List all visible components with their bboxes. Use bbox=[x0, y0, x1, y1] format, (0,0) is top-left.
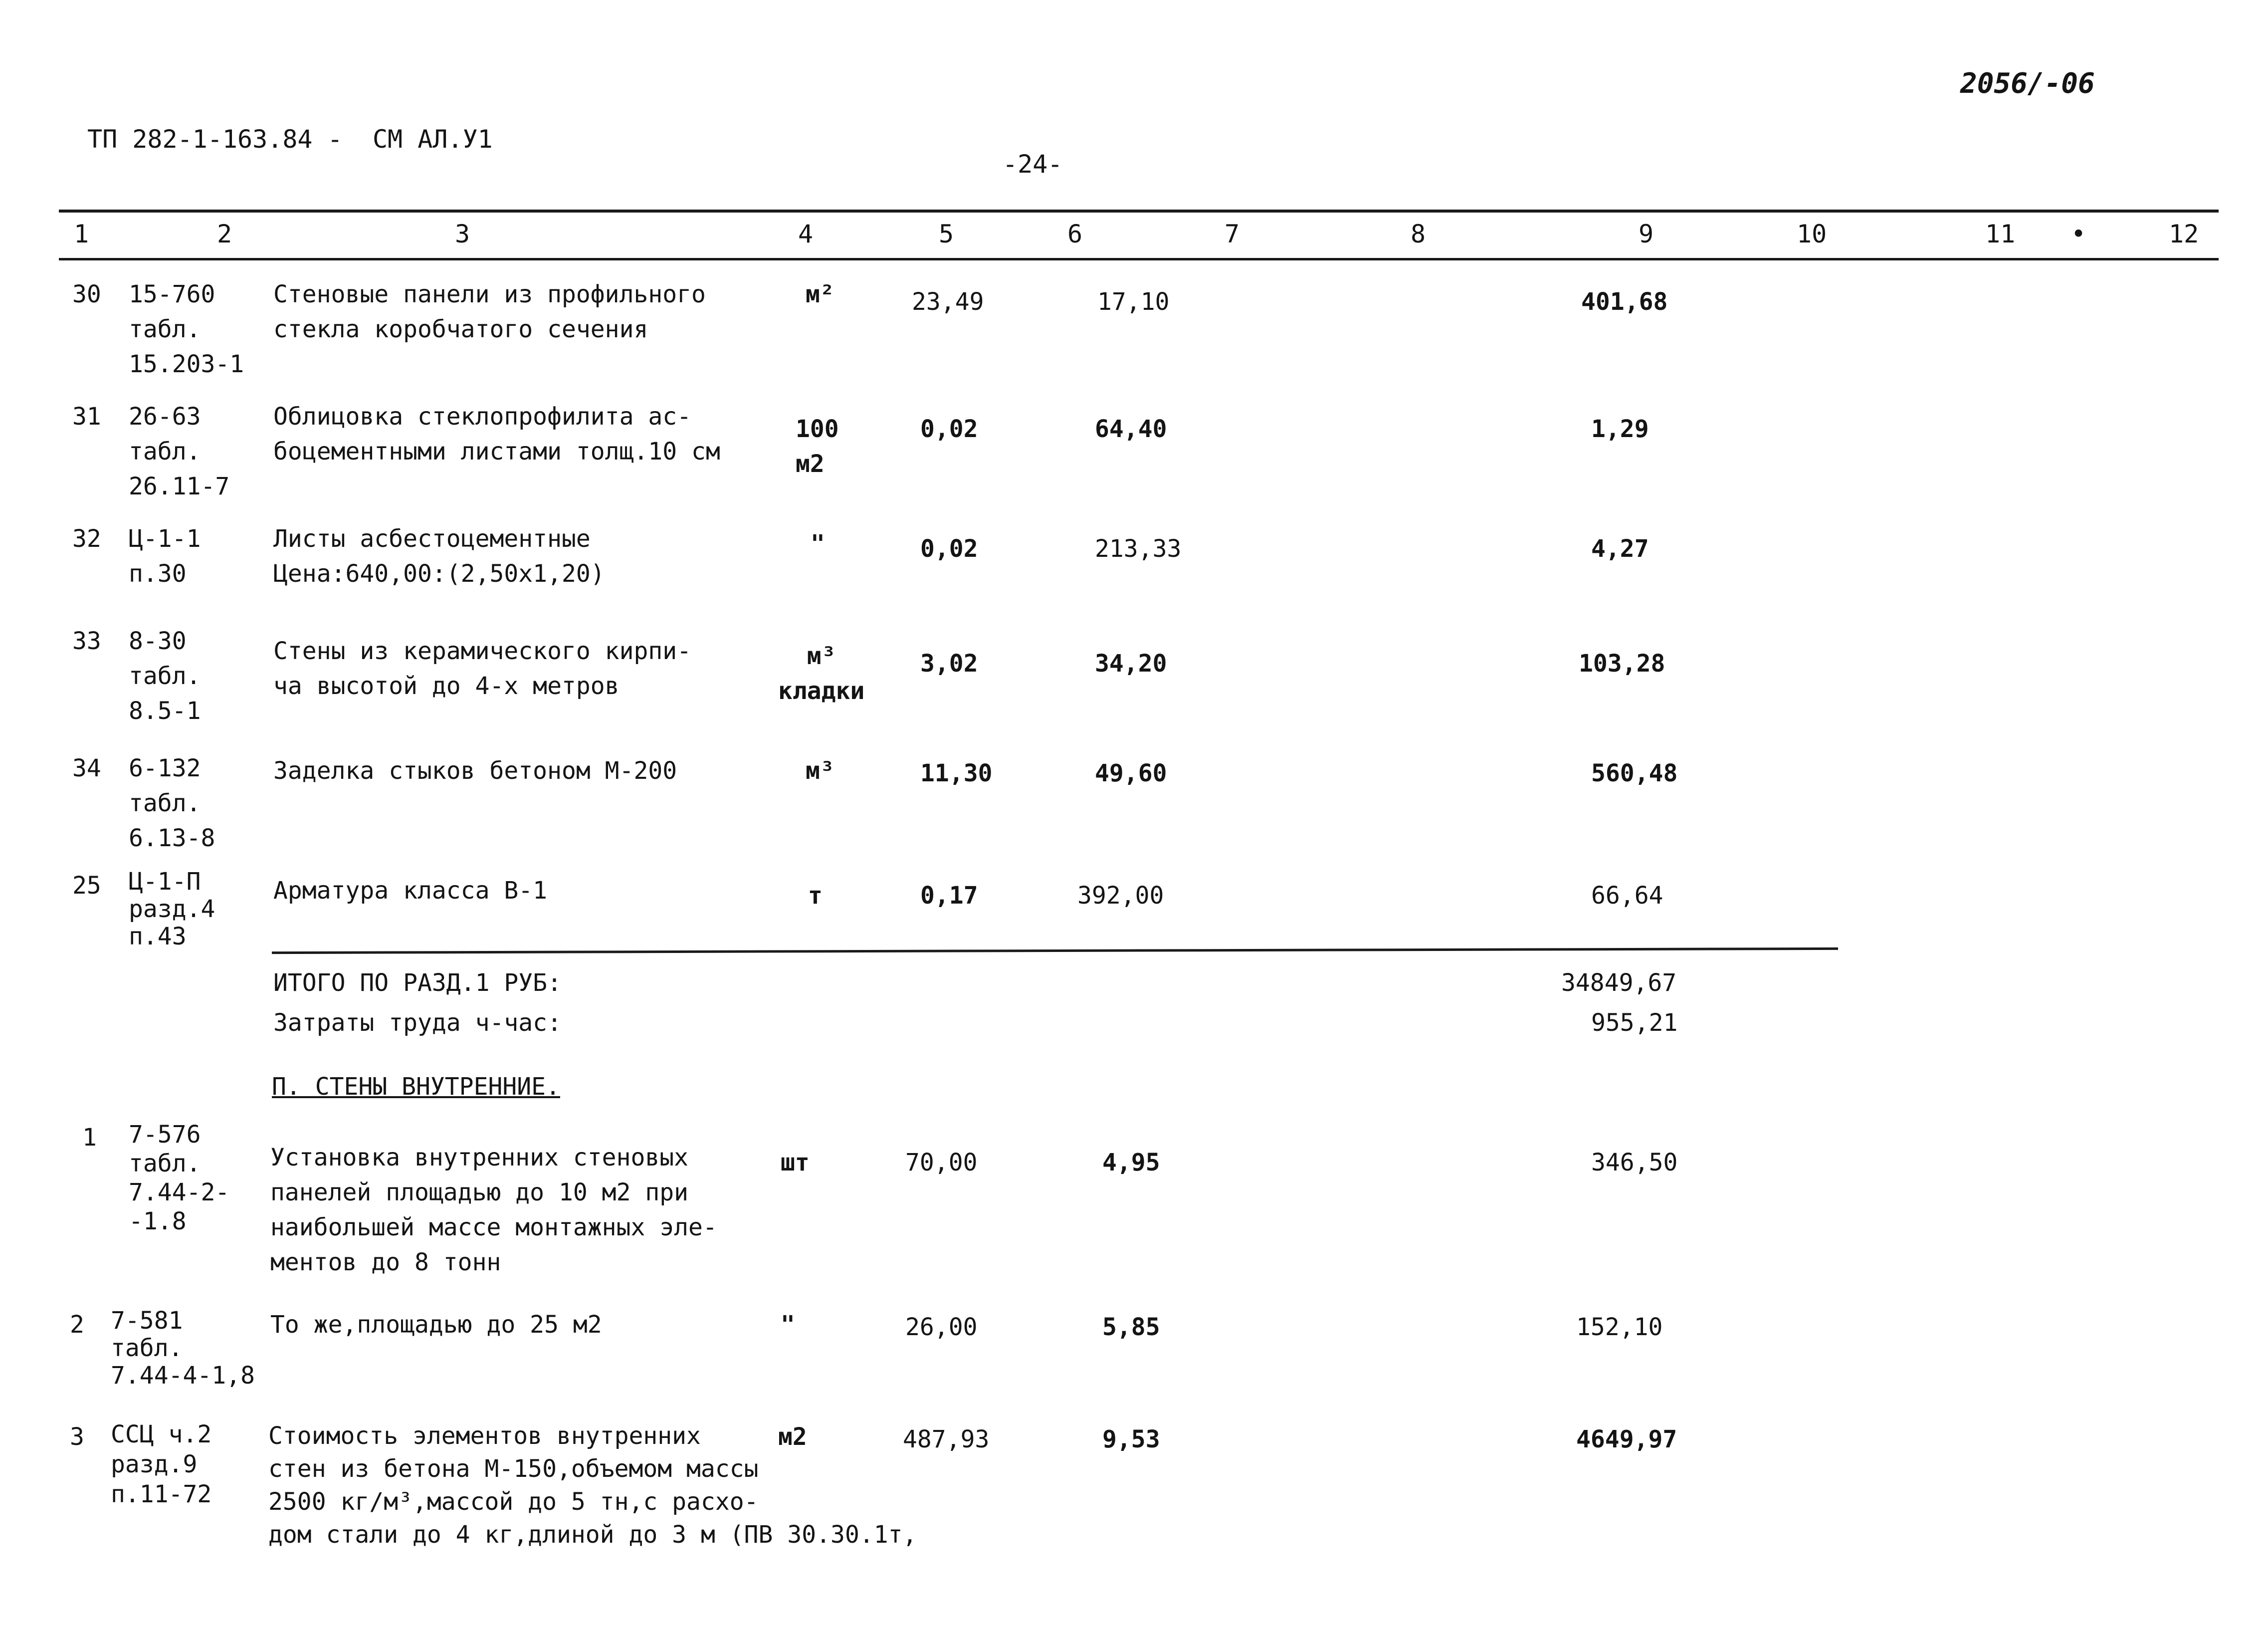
totals-rule bbox=[272, 947, 1838, 954]
norm-code: 8-30 табл. 8.5-1 bbox=[129, 627, 201, 725]
norm-code: 6-132 табл. 6.13-8 bbox=[129, 754, 215, 852]
total-cost: 1,29 bbox=[1591, 415, 1649, 443]
col-num-7: 7 bbox=[1225, 220, 1240, 248]
col-num-9: 9 bbox=[1639, 220, 1654, 248]
quantity: 0,02 bbox=[920, 415, 978, 443]
unit: 100 м2 bbox=[796, 415, 839, 478]
quantity: 487,93 bbox=[903, 1425, 990, 1453]
unit: шт bbox=[781, 1149, 810, 1176]
quantity: 3,02 bbox=[920, 650, 978, 678]
quantity: 23,49 bbox=[912, 288, 984, 316]
row-number: 31 bbox=[72, 403, 101, 431]
col-num-10: 10 bbox=[1797, 220, 1827, 248]
col-num-8: 8 bbox=[1411, 220, 1426, 248]
quantity: 26,00 bbox=[905, 1313, 978, 1341]
col-num-12: 12 bbox=[2169, 220, 2199, 248]
work-description: Стены из керамического кирпи- ча высотой до 4-х метров bbox=[273, 637, 692, 700]
work-description: Стоимость элементов внутренних стен из бетона М-150,объемом массы 2500 кг/м³,массой до 5 тн,с расхо- дом стали до 4 кг,длиной до 3 м (ПВ 30.30.1т, bbox=[268, 1422, 917, 1549]
section-title: П. СТЕНЫ ВНУТРЕННИЕ. bbox=[272, 1073, 560, 1101]
unit: " bbox=[781, 1311, 795, 1339]
total-cost: 152,10 bbox=[1576, 1313, 1663, 1341]
section-total-value: 34849,67 bbox=[1561, 969, 1677, 997]
total-cost: 103,28 bbox=[1579, 650, 1665, 678]
col-num-dot: • bbox=[2071, 220, 2086, 248]
row-number: 34 bbox=[72, 754, 101, 782]
col-num-3: 3 bbox=[455, 220, 470, 248]
col-num-6: 6 bbox=[1067, 220, 1083, 248]
unit: " bbox=[811, 530, 825, 558]
unit-price: 34,20 bbox=[1095, 650, 1167, 678]
header-rule-bottom bbox=[59, 258, 2219, 260]
work-description: Облицовка стеклопрофилита ас- боцементными листами толщ.10 см bbox=[273, 403, 720, 466]
col-num-11: 11 bbox=[1985, 220, 2016, 248]
labor-cost-value: 955,21 bbox=[1591, 1009, 1678, 1037]
unit-price: 9,53 bbox=[1102, 1425, 1160, 1453]
unit-price: 49,60 bbox=[1095, 759, 1167, 787]
total-cost: 4649,97 bbox=[1576, 1425, 1677, 1453]
norm-code: Ц-1-П разд.4 п.43 bbox=[129, 868, 215, 950]
work-description: Листы асбестоцементные Цена:640,00:(2,50х1,20) bbox=[273, 525, 605, 588]
row-number: 1 bbox=[82, 1124, 97, 1152]
unit-price: 64,40 bbox=[1095, 415, 1167, 443]
quantity: 0,02 bbox=[920, 535, 978, 563]
quantity: 0,17 bbox=[920, 882, 978, 910]
unit: т bbox=[808, 882, 823, 910]
work-description: Заделка стыков бетоном М-200 bbox=[273, 757, 677, 785]
page-number: -24- bbox=[1003, 150, 1063, 179]
row-number: 32 bbox=[72, 525, 101, 553]
total-cost: 401,68 bbox=[1581, 288, 1668, 316]
norm-code: 7-581 табл. 7.44-4-1,8 bbox=[111, 1307, 255, 1390]
norm-code: 26-63 табл. 26.11-7 bbox=[129, 403, 230, 500]
total-cost: 560,48 bbox=[1591, 759, 1678, 787]
col-num-2: 2 bbox=[217, 220, 232, 248]
unit: м2 bbox=[778, 1423, 807, 1451]
norm-code: 15-760 табл. 15.203-1 bbox=[129, 280, 244, 378]
unit-price: 392,00 bbox=[1077, 882, 1164, 910]
norm-code: Ц-1-1 п.30 bbox=[129, 525, 201, 588]
row-number: 30 bbox=[72, 280, 101, 308]
total-cost: 66,64 bbox=[1591, 882, 1663, 910]
unit-price: 5,85 bbox=[1102, 1313, 1160, 1341]
section-total-label: ИТОГО ПО РАЗД.1 РУБ: bbox=[273, 969, 562, 997]
col-num-5: 5 bbox=[939, 220, 954, 248]
row-number: 25 bbox=[72, 872, 101, 900]
unit: м³ кладки bbox=[778, 642, 865, 705]
quantity: 70,00 bbox=[905, 1149, 978, 1176]
col-num-4: 4 bbox=[798, 220, 814, 248]
header-rule-top bbox=[59, 210, 2219, 213]
unit-price: 213,33 bbox=[1095, 535, 1182, 563]
total-cost: 4,27 bbox=[1591, 535, 1649, 563]
col-num-1: 1 bbox=[74, 220, 89, 248]
unit-price: 4,95 bbox=[1102, 1149, 1160, 1176]
norm-code: ССЦ ч.2 разд.9 п.11-72 bbox=[111, 1420, 212, 1508]
labor-cost-label: Затраты труда ч-час: bbox=[273, 1009, 562, 1037]
handwritten-code: 2056/-06 bbox=[1960, 67, 2095, 100]
row-number: 3 bbox=[70, 1423, 84, 1451]
unit-price: 17,10 bbox=[1097, 288, 1170, 316]
work-description: То же,площадью до 25 м2 bbox=[270, 1311, 602, 1339]
document-id: ТП 282-1-163.84 - СМ АЛ.У1 bbox=[87, 125, 493, 154]
unit: м² bbox=[806, 280, 834, 308]
norm-code: 7-576 табл. 7.44-2- -1.8 bbox=[129, 1121, 230, 1235]
quantity: 11,30 bbox=[920, 759, 993, 787]
unit: м³ bbox=[806, 757, 834, 785]
work-description: Установка внутренних стеновых панелей площадью до 10 м2 при наибольшей массе монтажных эле- ментов до 8 тонн bbox=[270, 1144, 717, 1276]
total-cost: 346,50 bbox=[1591, 1149, 1678, 1176]
work-description: Стеновые панели из профильного стекла коробчатого сечения bbox=[273, 280, 706, 343]
row-number: 2 bbox=[70, 1311, 84, 1339]
work-description: Арматура класса В-1 bbox=[273, 877, 548, 905]
row-number: 33 bbox=[72, 627, 101, 655]
